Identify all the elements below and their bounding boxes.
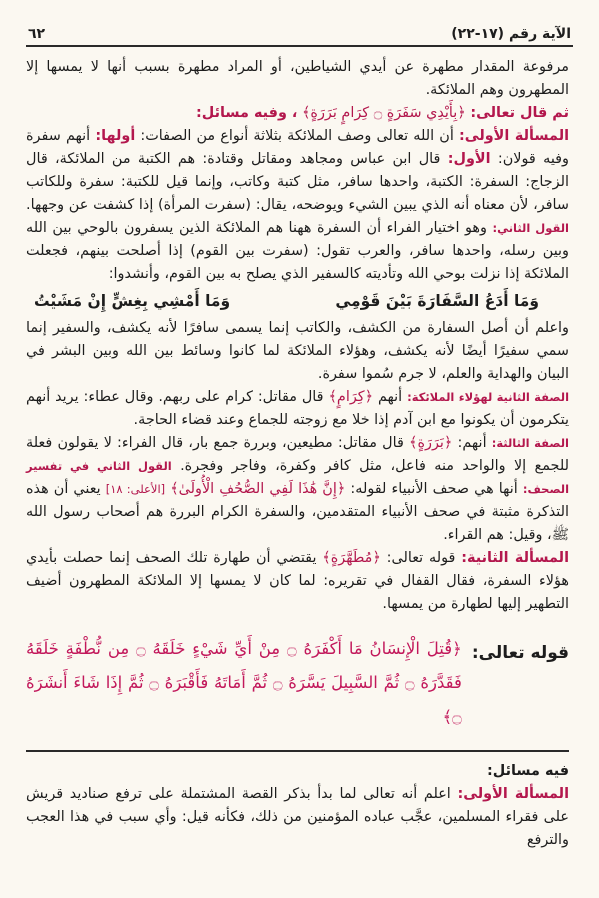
paragraph [26,432,569,547]
heading-verse-line [26,102,569,125]
sub-label: أولها: [95,128,136,144]
quran-verse-block [26,632,569,734]
quran-verses: ﴿قُتِلَ الْإِنسَانُ مَا أَكْفَرَهُ ۝ مِنْ أَيِّ شَيْءٍ خَلَقَهُ ۝ مِن نُّطْفَةٍ خَلَقَهُ فَقَدَّرَهُ ۝ ثُمَّ السَّبِيلَ يَسَّرَهُ ۝ ثُمَّ أَمَاتَهُ فَأَقْبَرَهُ ۝ ثُمَّ إِذَا شَاءَ أَنشَرَهُ ۝﴾ [26,639,462,726]
issue-label: المسألة الأولى: [457,786,569,802]
paragraph [26,386,569,432]
issue-intro: قوله تعالى: [386,550,456,566]
attribute-text: قال مقاتل: مطيعين، وبررة جمع بار، قال الفراء: لا يقولون فعلة للجمع إلا والواحد منه فاعل، مثل كافر وكفرة، وفاجر وفجرة. [26,435,569,474]
verse-quote: ﴿إِنَّ هَٰذَا لَفِي الصُّحُفِ الْأُولَىٰ﴾ [170,481,346,497]
verse-label: قوله تعالى: [471,643,569,663]
poem-verse [26,286,569,317]
header-divider [26,45,573,47]
opinion-text: قال ابن عباس ومجاهد ومقاتل وقتادة: هم الكتبة من الملائكة، قال الزجاج: السفرة: الكتبة، واحدها سافر، مثل كتبة وكاتب، وإنما قيل للكتبة: سفرة وللكاتب سافر، لأن معناه أنه الذي يبين الشيء ويوضحه، يقال: (سفرت المرأة) إذا كشفت عن وجهها. [26,151,569,213]
paragraph [26,125,569,286]
opinion-label: القول الثاني في تفسير الصحف: [26,459,570,496]
running-title: الآية رقم (١٧-٢٢) [451,26,571,42]
verse-quote: ﴿مُطَهَّرَةٍ﴾ [322,550,381,566]
heading-tail: ، وفيه مسائل: [195,105,298,121]
verse-quote: ﴿بِأَيْدِي سَفَرَةٍ ۝ كِرَامٍ بَرَرَةٍ﴾ [301,105,466,121]
opinion-label: القول الثاني: [492,221,569,235]
verse-reference: [الأعلى: ١٨] [105,482,166,496]
attribute-intro: أنهم [377,389,403,405]
page-number: ٦٢ [28,26,46,42]
opinion-label: الأول: [447,151,491,167]
verse-quote: ﴿كِرَامٍ﴾ [328,389,374,405]
opinion-text: وهو اختيار الفراء أن السفرة ههنا هم الملائكة الذين يسفرون بالوحي بين الله وبين رسله، واحدها سافر، والعرب تقول: (سفرت بين القوم) إذا أصلحت بينهم، فجعلت الملائكة إذا نزلت بوحي الله وتأديته كالسفير الذي يصلح به بين القوم، وأنشدوا: [26,220,569,282]
section-divider [26,750,569,752]
issue-text: أن الله تعالى وصف الملائكة بثلاثة أنواع من الصفات: [140,128,454,144]
attribute-text: قال مقاتل: كرام على ربهم. وقال عطاء: يريد أنهم يتكرمون أن يكونوا مع ابن آدم إذا خلا مع زوجته للجماع وعند قضاء الحاجة. [26,389,569,428]
attribute-intro: أنهم: [457,435,487,451]
attribute-label: الصفة الثالثة: [491,436,569,450]
paragraph: واعلم أن أصل السفارة من الكشف، والكاتب إنما يسمى سافرًا لأنه يكشف، والسفير إنما سمي سفيرًا أيضًا لأنه يكشف، وهؤلاء الملائكة لما كانوا وسائط بين الله وبين البشر في البيان والهداية والعلم، لا جرم سُموا سفرة. [26,320,569,382]
paragraph: مرفوعة المقدار مطهرة عن أيدي الشياطين، أو المراد مطهرة بسبب أنها لا يمسها إلا المطهرون وهم الملائكة. [26,59,569,98]
poem-hemistich-right: وَمَا أَدَعُ السَّفَارَةَ بَيْنَ قَوْمِي [335,292,539,310]
attribute-label: الصفة الثانية لهؤلاء الملائكة: [407,390,570,404]
page-content [26,56,569,852]
paragraph [26,783,569,852]
poem-hemistich-left: وَمَا أَمْشِي بِغِشٍّ إِنْ مَشَيْتُ [34,292,231,310]
issue-label: المسألة الأولى: [459,128,570,144]
page-header [28,22,571,42]
heading-label: ثم قال تعالى: [470,105,569,121]
sub-text: أنهم سفرة وفيه قولان: [26,128,569,167]
opinion-text: يعني أن هذه التذكرة مثبتة في صحف الأنبياء المتقدمين، والسفرة الكرام البررة هم أصحاب رسول الله ﷺ، وقيل: هم القراء. [26,481,569,543]
opinion-text: أنها هي صحف الأنبياء لقوله: [350,481,518,497]
verse-quote: ﴿بَرَرَةٍ﴾ [409,435,453,451]
issue-text: يقتضي أن طهارة تلك الصحف إنما حصلت بأيدي هؤلاء السفرة، فقال القفال في تقريره: لما كان لا يمسها إلا الملائكة المطهرون أضيف التطهير إليها لطهارة من يمسها. [26,550,569,612]
paragraph [26,547,569,616]
issue-label: المسألة الثانية: [461,550,570,566]
issues-heading: فيه مسائل: [487,763,569,779]
issue-text: اعلم أنه تعالى لما بدأ بذكر القصة المشتملة على ترفع صناديد قريش على فقراء المسلمين، عجَّب عباده المؤمنين من ذلك، فكأنه قيل: وأي سبب في هذا العجب والترفع [26,786,569,848]
